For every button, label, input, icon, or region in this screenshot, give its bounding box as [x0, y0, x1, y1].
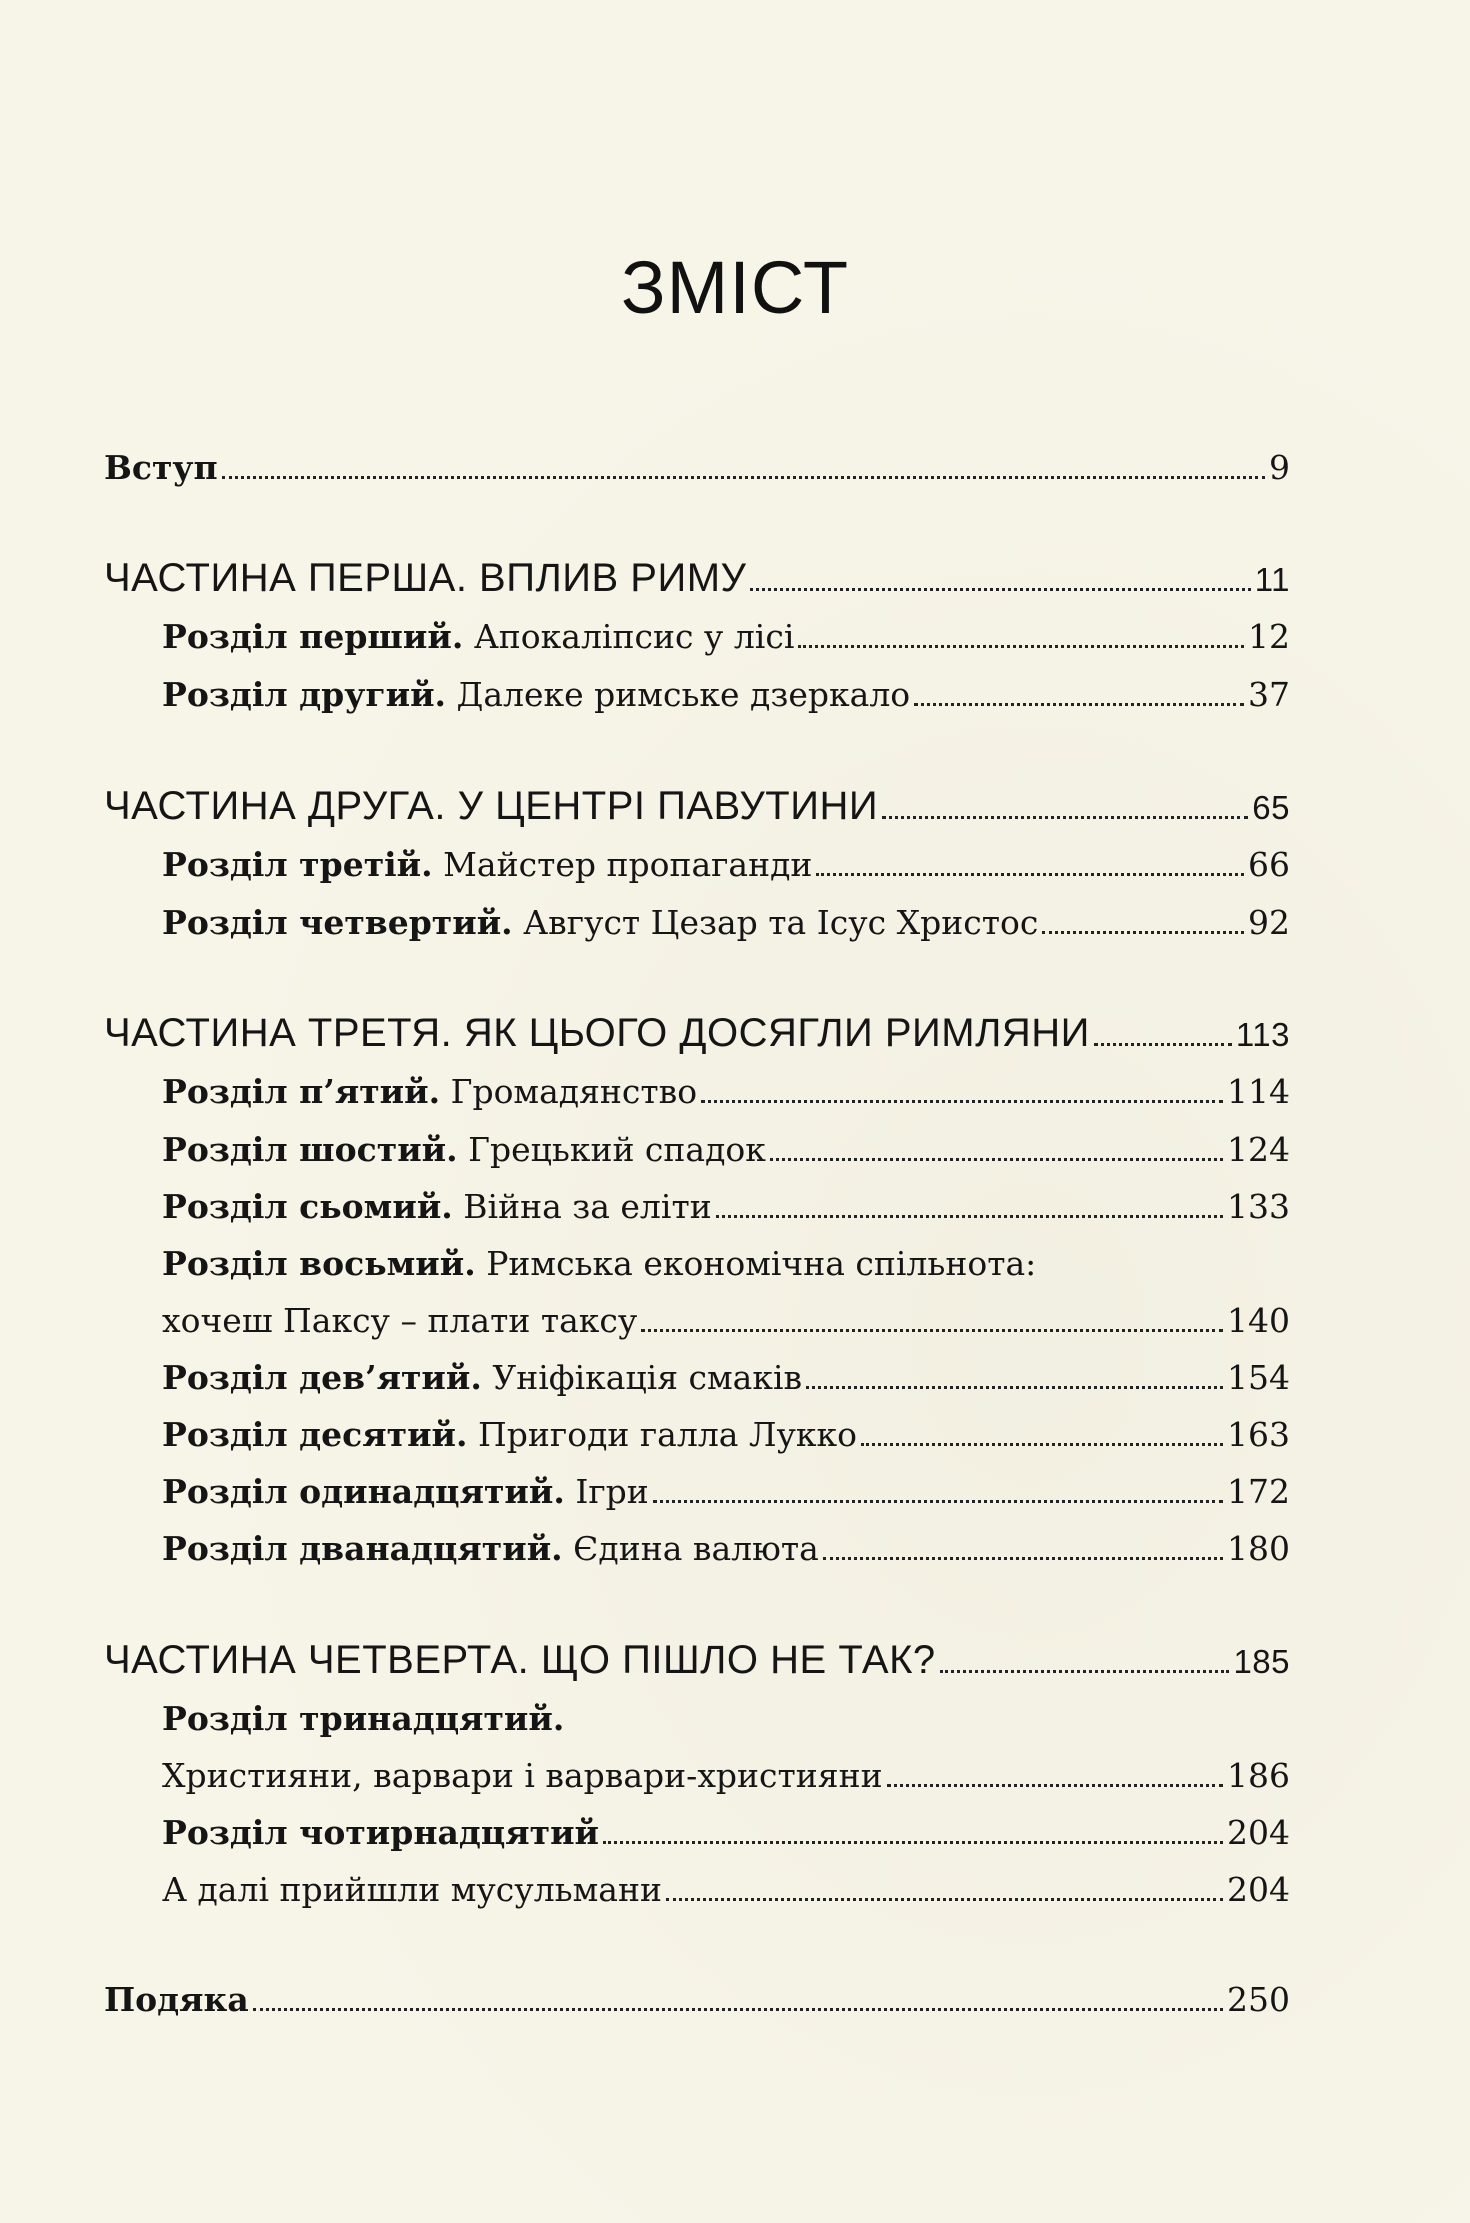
page-number: 9: [1269, 448, 1290, 487]
chapter-number: Розділ п’ятий.: [162, 1072, 441, 1111]
page-number: 11: [1254, 561, 1290, 598]
page-number: 204: [1227, 1813, 1290, 1852]
chapter-number: Розділ другий.: [162, 675, 447, 714]
page-number: 65: [1252, 789, 1290, 826]
dot-leader: [750, 588, 1250, 591]
dot-leader: [603, 1841, 1223, 1844]
toc-chapter-8-continuation[interactable]: [104, 1301, 1290, 1341]
chapter-number: Розділ чотирнадцятий: [162, 1813, 600, 1852]
chapter-number: Розділ десятий.: [162, 1415, 468, 1454]
dot-leader: [914, 703, 1244, 706]
toc-part-4[interactable]: [104, 1640, 1290, 1683]
page-number: 124: [1227, 1130, 1290, 1169]
toc-chapter-5[interactable]: [104, 1072, 1290, 1112]
toc-chapter-7[interactable]: [104, 1187, 1290, 1227]
page-number: 133: [1227, 1187, 1290, 1226]
part-title: ЧАСТИНА ЧЕТВЕРТА. ЩО ПІШЛО НЕ ТАК?: [104, 1638, 936, 1682]
dot-leader: [666, 1898, 1223, 1901]
chapter-number: Розділ восьмий.: [162, 1244, 476, 1283]
page-number: 114: [1227, 1072, 1290, 1111]
dot-leader: [823, 1557, 1223, 1560]
chapter-number: Розділ шостий.: [162, 1130, 458, 1169]
dot-leader: [770, 1158, 1223, 1161]
page-number: 12: [1248, 617, 1290, 656]
chapter-title: Ігри: [575, 1472, 649, 1511]
toc-entry-label: Вступ: [104, 448, 218, 487]
toc-part-1[interactable]: [104, 558, 1290, 601]
chapter-title: Громадянство: [450, 1072, 698, 1111]
chapter-number: Розділ дванадцятий.: [162, 1529, 563, 1568]
dot-leader: [887, 1784, 1223, 1787]
chapter-number: Розділ тринадцятий.: [162, 1699, 565, 1738]
page-number: 250: [1227, 1980, 1290, 2019]
chapter-number: Розділ четвертий.: [162, 903, 513, 942]
chapter-title: Єдина валюта: [573, 1529, 819, 1568]
dot-leader: [222, 476, 1265, 479]
chapter-title: Апокаліпсис у лісі: [473, 617, 795, 656]
toc-chapter-3[interactable]: [104, 845, 1290, 885]
dot-leader: [861, 1443, 1223, 1446]
chapter-title: Римська економічна спільнота:: [486, 1244, 1037, 1283]
page-number: 204: [1227, 1870, 1290, 1909]
chapter-title: Далеке римське дзеркало: [456, 675, 911, 714]
page-title: ЗМІСТ: [620, 246, 850, 329]
dot-leader: [253, 2008, 1223, 2011]
page-number: 92: [1248, 903, 1290, 942]
chapter-number: Розділ сьомий.: [162, 1187, 453, 1226]
dot-leader: [716, 1215, 1223, 1218]
dot-leader: [641, 1329, 1223, 1332]
toc-chapter-12[interactable]: [104, 1529, 1290, 1569]
toc-chapter-9[interactable]: [104, 1358, 1290, 1398]
dot-leader: [701, 1100, 1223, 1103]
toc-chapter-6[interactable]: [104, 1130, 1290, 1170]
page-number: 140: [1227, 1301, 1290, 1340]
dot-leader: [1094, 1043, 1232, 1046]
page-number: 180: [1227, 1529, 1290, 1568]
page-number: 163: [1227, 1415, 1290, 1454]
toc-chapter-13-continuation[interactable]: [104, 1756, 1290, 1796]
dot-leader: [1042, 931, 1244, 934]
chapter-title: Війна за еліти: [463, 1187, 712, 1226]
toc-chapter-13[interactable]: [104, 1699, 1290, 1739]
page-number: 37: [1248, 675, 1290, 714]
part-title: ЧАСТИНА ДРУГА. У ЦЕНТРІ ПАВУТИНИ: [104, 784, 879, 828]
page-number: 186: [1227, 1756, 1290, 1795]
toc-chapter-10[interactable]: [104, 1415, 1290, 1455]
dot-leader: [653, 1500, 1223, 1503]
chapter-number: Розділ одинадцятий.: [162, 1472, 565, 1511]
chapter-title: Майстер пропаганди: [443, 845, 813, 884]
page-number: 172: [1227, 1472, 1290, 1511]
toc-entry-label: Подяка: [104, 1980, 249, 2019]
chapter-title: Август Цезар та Ісус Христос: [523, 903, 1039, 942]
toc-entry-acknowledgements[interactable]: [104, 1980, 1290, 2020]
dot-leader: [798, 645, 1244, 648]
chapter-title: Пригоди галла Лукко: [478, 1415, 858, 1454]
part-title: ЧАСТИНА ПЕРША. ВПЛИВ РИМУ: [104, 556, 747, 600]
toc-chapter-14[interactable]: [104, 1813, 1290, 1853]
toc-chapter-8[interactable]: [104, 1244, 1290, 1284]
toc-entry-intro[interactable]: [104, 448, 1290, 488]
chapter-title: Грецький спадок: [468, 1130, 766, 1169]
chapter-title: Християни, варвари і варвари-християни: [162, 1756, 883, 1795]
page-number: 185: [1233, 1643, 1290, 1680]
toc-chapter-1[interactable]: [104, 617, 1290, 657]
page-number: 154: [1227, 1358, 1290, 1397]
chapter-title: А далі прийшли мусульмани: [162, 1870, 662, 1909]
dot-leader: [816, 873, 1244, 876]
toc-part-3[interactable]: [104, 1013, 1290, 1056]
chapter-number: Розділ дев’ятий.: [162, 1358, 482, 1397]
toc-part-2[interactable]: [104, 786, 1290, 829]
dot-leader: [940, 1670, 1230, 1673]
dot-leader: [882, 816, 1248, 819]
page-number: 113: [1235, 1016, 1290, 1053]
chapter-title-continuation: хочеш Паксу – плати таксу: [162, 1301, 638, 1340]
dot-leader: [806, 1386, 1223, 1389]
toc-chapter-11[interactable]: [104, 1472, 1290, 1512]
toc-chapter-2[interactable]: [104, 675, 1290, 715]
part-title: ЧАСТИНА ТРЕТЯ. ЯК ЦЬОГО ДОСЯГЛИ РИМЛЯНИ: [104, 1011, 1090, 1055]
chapter-number: Розділ третій.: [162, 845, 433, 884]
toc-chapter-14-continuation[interactable]: [104, 1870, 1290, 1910]
toc-chapter-4[interactable]: [104, 903, 1290, 943]
chapter-title: Уніфікація смаків: [492, 1358, 803, 1397]
page-number: 66: [1248, 845, 1290, 884]
chapter-number: Розділ перший.: [162, 617, 464, 656]
